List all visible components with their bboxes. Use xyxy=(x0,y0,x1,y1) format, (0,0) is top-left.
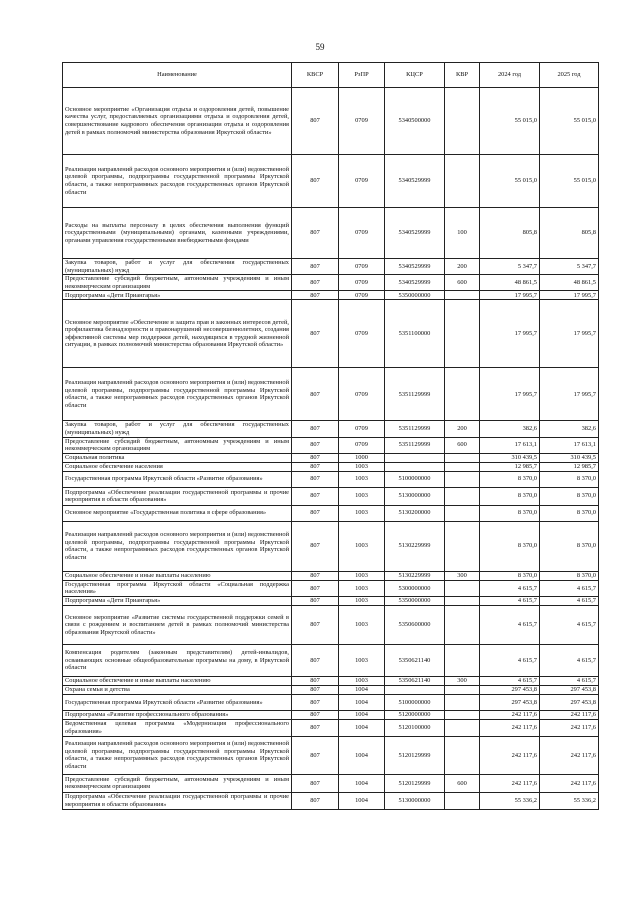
table-row xyxy=(63,521,599,571)
row-kvr xyxy=(445,487,480,505)
row-amount-2024: 55 015,0 xyxy=(480,88,540,155)
row-name: Основное мероприятие «Государственная политика в сфере образования» xyxy=(63,505,292,521)
row-kcsr: 5350000000 xyxy=(385,596,445,605)
row-amount-2025: 382,6 xyxy=(540,421,599,437)
row-amount-2025: 297 453,8 xyxy=(540,685,599,694)
table-row xyxy=(63,571,599,580)
row-kvr xyxy=(445,505,480,521)
row-kcsr: 5350000000 xyxy=(385,291,445,300)
row-kvr xyxy=(445,580,480,596)
row-kvr: 600 xyxy=(445,774,480,792)
row-rzpr: 1004 xyxy=(339,694,385,710)
row-kcsr: 5351129999 xyxy=(385,368,445,421)
row-amount-2025: 55 336,2 xyxy=(540,792,599,809)
table-row xyxy=(63,505,599,521)
row-kvr xyxy=(445,685,480,694)
row-name: Предоставление субсидий бюджетным, автономным учреждениям и иным некоммерческим организациям xyxy=(63,275,292,291)
row-kvr xyxy=(445,300,480,368)
row-kvr: 100 xyxy=(445,208,480,259)
table-row xyxy=(63,694,599,710)
row-rzpr: 1004 xyxy=(339,774,385,792)
row-amount-2024: 8 370,0 xyxy=(480,487,540,505)
row-kcsr: 5130000000 xyxy=(385,792,445,809)
table-row xyxy=(63,208,599,259)
row-rzpr: 0709 xyxy=(339,300,385,368)
row-kvsr: 807 xyxy=(292,487,339,505)
table-row xyxy=(63,719,599,736)
row-kcsr: 5351100000 xyxy=(385,300,445,368)
table-row xyxy=(63,605,599,644)
row-rzpr: 1003 xyxy=(339,521,385,571)
row-name: Закупка товаров, работ и услуг для обеспечения государственных (муниципальных) нужд xyxy=(63,259,292,275)
row-amount-2024: 805,8 xyxy=(480,208,540,259)
row-kvsr: 807 xyxy=(292,521,339,571)
row-amount-2025: 8 370,0 xyxy=(540,487,599,505)
row-rzpr: 0709 xyxy=(339,437,385,453)
row-kvsr: 807 xyxy=(292,471,339,487)
table-row xyxy=(63,644,599,676)
row-amount-2025: 17 995,7 xyxy=(540,368,599,421)
row-kvsr: 807 xyxy=(292,275,339,291)
row-kvsr: 807 xyxy=(292,259,339,275)
row-amount-2025: 8 370,0 xyxy=(540,471,599,487)
row-kcsr: 5130200000 xyxy=(385,505,445,521)
row-amount-2025: 17 995,7 xyxy=(540,291,599,300)
row-amount-2025: 4 615,7 xyxy=(540,676,599,685)
row-rzpr: 1003 xyxy=(339,471,385,487)
row-amount-2025: 4 615,7 xyxy=(540,580,599,596)
table-row xyxy=(63,774,599,792)
row-rzpr: 0709 xyxy=(339,421,385,437)
row-name: Реализация направлений расходов основного мероприятия и (или) ведомственной целевой программы, подпрограммы государственной программы Иркутской области, а также непрограммных расходов государственных органов Иркутской области xyxy=(63,155,292,208)
table-row xyxy=(63,421,599,437)
row-kcsr: 5100000000 xyxy=(385,471,445,487)
table-row xyxy=(63,471,599,487)
row-name: Основное мероприятие «Организация отдыха и оздоровления детей, повышение качества услуг, предоставляемых организациями отдыха и оздоровления детей, совершенствование кадрового обеспечения организации отдыха и оздоровления детей в рамках полномочий министерства образования Иркутской области» xyxy=(63,88,292,155)
row-kcsr: 5340529999 xyxy=(385,275,445,291)
column-header-kcsr: КЦСР xyxy=(385,63,445,88)
row-rzpr: 1004 xyxy=(339,736,385,774)
row-amount-2024: 5 347,7 xyxy=(480,259,540,275)
row-kvr xyxy=(445,88,480,155)
row-amount-2025: 5 347,7 xyxy=(540,259,599,275)
row-rzpr: 0709 xyxy=(339,259,385,275)
row-amount-2025: 8 370,0 xyxy=(540,505,599,521)
row-amount-2024: 242 117,6 xyxy=(480,719,540,736)
table-row xyxy=(63,368,599,421)
row-amount-2024: 17 613,1 xyxy=(480,437,540,453)
row-kcsr: 5130229999 xyxy=(385,521,445,571)
row-amount-2024: 8 370,0 xyxy=(480,521,540,571)
row-kvsr: 807 xyxy=(292,291,339,300)
row-amount-2024: 4 615,7 xyxy=(480,580,540,596)
row-kvr xyxy=(445,291,480,300)
row-kcsr: 5350621140 xyxy=(385,644,445,676)
row-amount-2025: 242 117,6 xyxy=(540,774,599,792)
row-amount-2025: 17 613,1 xyxy=(540,437,599,453)
row-rzpr: 1003 xyxy=(339,487,385,505)
row-kvr xyxy=(445,462,480,471)
row-amount-2024: 8 370,0 xyxy=(480,505,540,521)
row-kvsr: 807 xyxy=(292,571,339,580)
row-kvr xyxy=(445,368,480,421)
row-kcsr: 5120100000 xyxy=(385,719,445,736)
row-kvr: 200 xyxy=(445,421,480,437)
row-kcsr: 5340529999 xyxy=(385,155,445,208)
row-name: Подпрограмма «Обеспечение реализации государственной программы и прочие мероприятия в области образования» xyxy=(63,487,292,505)
row-kcsr: 5120129999 xyxy=(385,774,445,792)
row-kvr xyxy=(445,792,480,809)
row-kvr xyxy=(445,605,480,644)
table-row xyxy=(63,88,599,155)
row-kcsr: 5340529999 xyxy=(385,259,445,275)
column-header-name: Наименование xyxy=(63,63,292,88)
row-kvr xyxy=(445,453,480,462)
row-rzpr: 1003 xyxy=(339,605,385,644)
row-kvsr: 807 xyxy=(292,676,339,685)
row-amount-2024: 8 370,0 xyxy=(480,471,540,487)
row-amount-2024: 297 453,8 xyxy=(480,694,540,710)
row-rzpr: 1003 xyxy=(339,580,385,596)
row-name: Предоставление субсидий бюджетным, автономным учреждениям и иным некоммерческим организациям xyxy=(63,774,292,792)
row-amount-2025: 4 615,7 xyxy=(540,596,599,605)
row-kcsr: 5100000000 xyxy=(385,694,445,710)
row-rzpr: 1003 xyxy=(339,462,385,471)
row-kvr: 600 xyxy=(445,437,480,453)
table-row xyxy=(63,596,599,605)
row-kvr: 300 xyxy=(445,571,480,580)
row-rzpr: 0709 xyxy=(339,291,385,300)
row-name: Предоставление субсидий бюджетным, автономным учреждениям и иным некоммерческим организациям xyxy=(63,437,292,453)
row-kcsr: 5351129999 xyxy=(385,437,445,453)
row-kvr xyxy=(445,521,480,571)
row-amount-2025: 8 370,0 xyxy=(540,571,599,580)
row-kcsr xyxy=(385,462,445,471)
row-name: Реализация направлений расходов основного мероприятия и (или) ведомственной целевой программы, подпрограммы государственной программы Иркутской области, а также непрограммных расходов государственных органов Иркутской области xyxy=(63,736,292,774)
table-row xyxy=(63,676,599,685)
row-kvr xyxy=(445,155,480,208)
row-amount-2024: 48 861,5 xyxy=(480,275,540,291)
row-amount-2024: 8 370,0 xyxy=(480,571,540,580)
row-name: Государственная программа Иркутской области «Развитие образования» xyxy=(63,694,292,710)
row-name: Основное мероприятие «Развитие системы государственной поддержки семей в связи с рождением и воспитанием детей в рамках полномочий министерства образования Иркутской области» xyxy=(63,605,292,644)
row-kvr xyxy=(445,694,480,710)
column-header-rzpr: РзПР xyxy=(339,63,385,88)
row-kcsr xyxy=(385,685,445,694)
row-kvsr: 807 xyxy=(292,208,339,259)
row-rzpr: 0709 xyxy=(339,368,385,421)
table-row xyxy=(63,300,599,368)
row-rzpr: 1003 xyxy=(339,644,385,676)
row-amount-2024: 55 336,2 xyxy=(480,792,540,809)
row-kcsr xyxy=(385,453,445,462)
row-amount-2025: 4 615,7 xyxy=(540,644,599,676)
row-kvr xyxy=(445,719,480,736)
row-name: Социальное обеспечение населения xyxy=(63,462,292,471)
row-name: Реализация направлений расходов основного мероприятия и (или) ведомственной целевой программы, подпрограммы государственной программы Иркутской области, а также непрограммных расходов государственных органов Иркутской области xyxy=(63,368,292,421)
row-kvsr: 807 xyxy=(292,462,339,471)
table-row xyxy=(63,259,599,275)
table-row xyxy=(63,580,599,596)
table-row xyxy=(63,275,599,291)
row-kcsr: 5130229999 xyxy=(385,571,445,580)
row-amount-2024: 17 995,7 xyxy=(480,291,540,300)
row-kvr xyxy=(445,644,480,676)
row-name: Социальное обеспечение и иные выплаты населению xyxy=(63,571,292,580)
row-amount-2024: 12 985,7 xyxy=(480,462,540,471)
row-rzpr: 1003 xyxy=(339,596,385,605)
row-name: Ведомственная целевая программа «Модернизация профессионального образования» xyxy=(63,719,292,736)
row-rzpr: 1004 xyxy=(339,792,385,809)
row-amount-2025: 48 861,5 xyxy=(540,275,599,291)
row-kvsr: 807 xyxy=(292,710,339,719)
row-amount-2024: 4 615,7 xyxy=(480,596,540,605)
row-amount-2025: 805,8 xyxy=(540,208,599,259)
row-kvsr: 807 xyxy=(292,694,339,710)
row-kcsr: 5350621140 xyxy=(385,676,445,685)
row-amount-2024: 4 615,7 xyxy=(480,605,540,644)
row-rzpr: 0709 xyxy=(339,275,385,291)
row-amount-2024: 297 453,8 xyxy=(480,685,540,694)
row-kvsr: 807 xyxy=(292,685,339,694)
page-number: 59 xyxy=(315,42,325,52)
row-kvsr: 807 xyxy=(292,644,339,676)
table-row xyxy=(63,291,599,300)
row-rzpr: 0709 xyxy=(339,155,385,208)
row-rzpr: 1004 xyxy=(339,719,385,736)
row-name: Реализация направлений расходов основного мероприятия и (или) ведомственной целевой программы, подпрограммы государственной программы Иркутской области, а также непрограммных расходов государственных органов Иркутской области xyxy=(63,521,292,571)
row-kvsr: 807 xyxy=(292,421,339,437)
row-rzpr: 1000 xyxy=(339,453,385,462)
row-kcsr: 5120000000 xyxy=(385,710,445,719)
row-name: Охрана семьи и детства xyxy=(63,685,292,694)
row-kcsr: 5350600000 xyxy=(385,605,445,644)
table-body xyxy=(63,88,599,810)
row-amount-2024: 4 615,7 xyxy=(480,676,540,685)
column-header-kvr: КВР xyxy=(445,63,480,88)
row-kvsr: 807 xyxy=(292,605,339,644)
row-amount-2024: 4 615,7 xyxy=(480,644,540,676)
row-amount-2025: 242 117,6 xyxy=(540,710,599,719)
row-name: Компенсация родителям (законным представителям) детей-инвалидов, осваивающих основные общеобразовательные программы на дому, в Иркутской области xyxy=(63,644,292,676)
table-row xyxy=(63,155,599,208)
table-row xyxy=(63,792,599,809)
row-kvsr: 807 xyxy=(292,736,339,774)
row-rzpr: 1003 xyxy=(339,571,385,580)
row-kvsr: 807 xyxy=(292,596,339,605)
row-kvr: 300 xyxy=(445,676,480,685)
row-amount-2025: 242 117,6 xyxy=(540,736,599,774)
row-amount-2024: 17 995,7 xyxy=(480,368,540,421)
row-kcsr: 5340500000 xyxy=(385,88,445,155)
row-kvr: 600 xyxy=(445,275,480,291)
row-name: Основное мероприятие «Обеспечение и защита прав и законных интересов детей, профилактика безнадзорности и правонарушений несовершеннолетних, создания эффективной системы мер поддержки детей, находящихся в трудной жизненной ситуации, в рамках полномочий министерства образования Иркутской области» xyxy=(63,300,292,368)
budget-table xyxy=(62,62,599,810)
row-rzpr: 1004 xyxy=(339,685,385,694)
row-rzpr: 0709 xyxy=(339,208,385,259)
row-amount-2025: 242 117,6 xyxy=(540,719,599,736)
row-amount-2025: 55 015,0 xyxy=(540,88,599,155)
row-kvr: 200 xyxy=(445,259,480,275)
row-name: Государственная программа Иркутской области «Развитие образования» xyxy=(63,471,292,487)
row-name: Социальная политика xyxy=(63,453,292,462)
row-kcsr: 5300000000 xyxy=(385,580,445,596)
row-kvsr: 807 xyxy=(292,719,339,736)
row-rzpr: 1003 xyxy=(339,505,385,521)
row-kvsr: 807 xyxy=(292,437,339,453)
row-amount-2025: 55 015,0 xyxy=(540,155,599,208)
column-header-2025: 2025 год xyxy=(540,63,599,88)
row-kvsr: 807 xyxy=(292,774,339,792)
row-kvsr: 807 xyxy=(292,300,339,368)
row-amount-2025: 4 615,7 xyxy=(540,605,599,644)
table-row xyxy=(63,736,599,774)
row-name: Государственная программа Иркутской области «Социальная поддержка населения» xyxy=(63,580,292,596)
row-kvsr: 807 xyxy=(292,505,339,521)
table-row xyxy=(63,462,599,471)
row-name: Закупка товаров, работ и услуг для обеспечения государственных (муниципальных) нужд xyxy=(63,421,292,437)
row-rzpr: 1004 xyxy=(339,710,385,719)
row-name: Подпрограмма «Дети Приангарья» xyxy=(63,291,292,300)
row-kvsr: 807 xyxy=(292,580,339,596)
table-row xyxy=(63,685,599,694)
row-kcsr: 5340529999 xyxy=(385,208,445,259)
row-kvsr: 807 xyxy=(292,368,339,421)
row-amount-2025: 17 995,7 xyxy=(540,300,599,368)
table-row xyxy=(63,710,599,719)
row-kvr xyxy=(445,736,480,774)
row-name: Подпрограмма «Дети Приангарья» xyxy=(63,596,292,605)
row-amount-2024: 310 439,5 xyxy=(480,453,540,462)
row-kvr xyxy=(445,471,480,487)
row-kcsr: 5351129999 xyxy=(385,421,445,437)
row-amount-2024: 55 015,0 xyxy=(480,155,540,208)
table-row xyxy=(63,453,599,462)
row-amount-2025: 8 370,0 xyxy=(540,521,599,571)
row-name: Подпрограмма «Обеспечение реализации государственной программы и прочие мероприятия в области образования» xyxy=(63,792,292,809)
table-row xyxy=(63,437,599,453)
row-kvr xyxy=(445,596,480,605)
column-header-2024: 2024 год xyxy=(480,63,540,88)
row-kcsr: 5130000000 xyxy=(385,487,445,505)
row-rzpr: 1003 xyxy=(339,676,385,685)
row-amount-2025: 12 985,7 xyxy=(540,462,599,471)
row-name: Расходы на выплаты персоналу в целях обеспечения выполнения функций государственными (муниципальными) органами, казенными учреждениями, органами управления государственными внебюджетными фондами xyxy=(63,208,292,259)
row-rzpr: 0709 xyxy=(339,88,385,155)
row-name: Подпрограмма «Развитие профессионального образования» xyxy=(63,710,292,719)
row-amount-2024: 382,6 xyxy=(480,421,540,437)
row-kcsr: 5120129999 xyxy=(385,736,445,774)
row-name: Социальное обеспечение и иные выплаты населению xyxy=(63,676,292,685)
row-amount-2024: 242 117,6 xyxy=(480,710,540,719)
row-amount-2025: 310 439,5 xyxy=(540,453,599,462)
row-kvsr: 807 xyxy=(292,792,339,809)
row-amount-2024: 17 995,7 xyxy=(480,300,540,368)
table-row xyxy=(63,487,599,505)
row-kvr xyxy=(445,710,480,719)
row-amount-2024: 242 117,6 xyxy=(480,774,540,792)
row-kvsr: 807 xyxy=(292,88,339,155)
table-header-row xyxy=(63,63,599,88)
row-amount-2025: 297 453,8 xyxy=(540,694,599,710)
row-kvsr: 807 xyxy=(292,155,339,208)
row-amount-2024: 242 117,6 xyxy=(480,736,540,774)
row-kvsr: 807 xyxy=(292,453,339,462)
column-header-kvsr: КВСР xyxy=(292,63,339,88)
